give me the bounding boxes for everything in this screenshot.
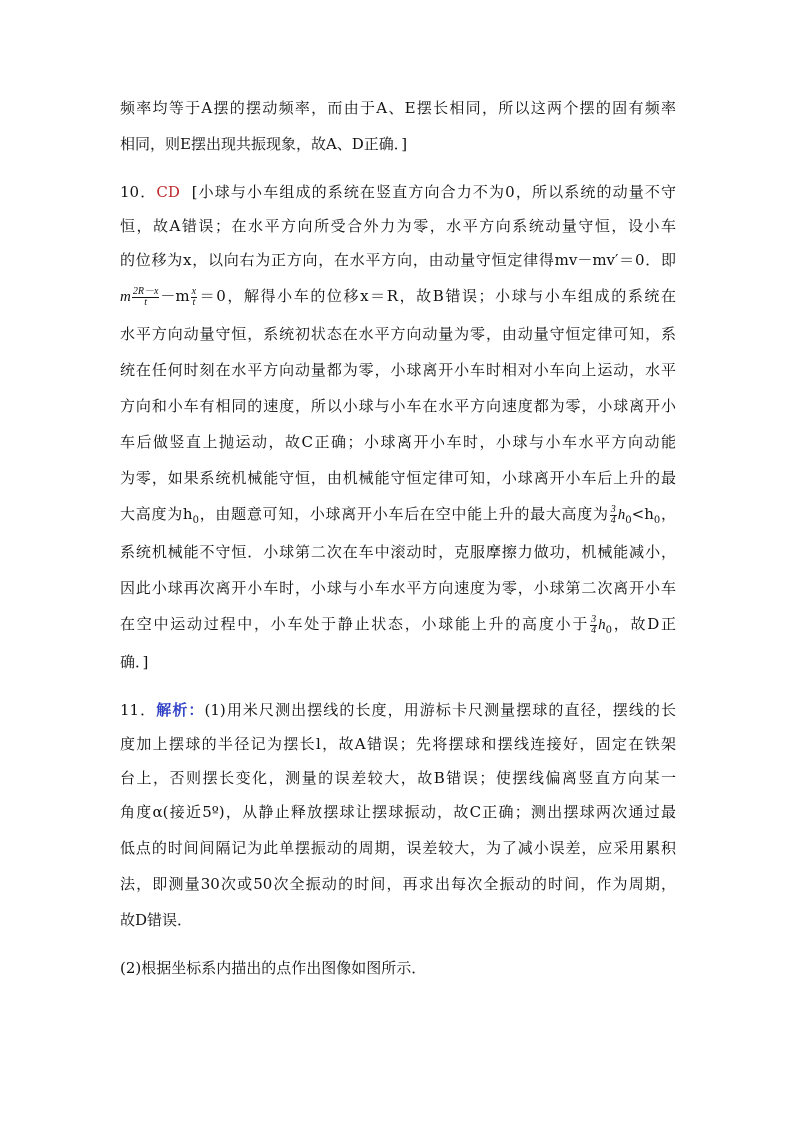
subscript: 0 [653, 515, 661, 526]
text-segment: ， [660, 505, 676, 523]
text-segment: 在空中运动过程中，小车处于静止状态，小球能上升的高度小于 [120, 615, 590, 633]
text-line: 为零，如果系统机械能守恒，由机械能守恒定律可知，小球离开小车后上升的最 [120, 469, 676, 487]
text-line: 的位移为x，以向右为正方向，在水平方向，由动量守恒定律得mv－mv′＝0．即 [120, 251, 676, 269]
math-var: h [617, 507, 626, 523]
text-segment: 大高度为h [120, 505, 193, 523]
text-line: 统在任何时刻在水平方向动量都为零，小球离开小车时相对小车向上运动，水平 [120, 361, 676, 379]
question-number: 11． [120, 701, 157, 719]
text-segment: ＝0，解得小车的位移x＝R，故B错误；小球与小车组成的系统在 [198, 287, 676, 305]
text-line: 度加上摆球的半径记为摆长l，故A错误；先将摆球和摆线连接好，固定在铁架 [120, 735, 676, 753]
text-line: 法，即测量30次或50次全振动的时间，再求出每次全振动的时间，作为周期， [120, 875, 676, 893]
text-line: 台上，否则摆长变化，测量的误差较大，故B错误；使摆线偏离竖直方向某一 [120, 769, 676, 787]
fraction-numerator: 2R－x [132, 285, 159, 297]
text-line: 角度α(接近5º)，从静止释放摆球让摆球振动，故C正确；测出摆球两次通过最 [120, 803, 676, 821]
subscript: 0 [192, 515, 199, 526]
text-line: 故D错误． [120, 911, 193, 929]
text-line-with-fraction [120, 613, 676, 635]
text-line: (2)根据坐标系内描出的点作出图像如图所示． [120, 959, 427, 977]
text-segment: ，由题意可知，小球离开小车后在空中能上升的最大高度为 [198, 505, 609, 523]
fraction-denominator: 4 [610, 514, 616, 526]
math-op: <h [631, 505, 654, 523]
math-var: m [120, 289, 131, 305]
fraction-denominator: 4 [591, 624, 597, 636]
answer-choice: CD [156, 183, 180, 201]
fraction-denominator: t [144, 296, 147, 308]
text-segment: (1)用米尺测出摆线的长度，用游标卡尺测量摆球的直径，摆线的长 [204, 701, 676, 719]
math-var: h [598, 617, 606, 633]
analysis-label: 解析： [156, 701, 205, 719]
text-line: 系统机械能不守恒．小球第二次在车中滚动时，克服摩擦力做功，机械能减小， [120, 543, 676, 561]
text-segment: ，故D正 [611, 615, 676, 633]
fraction [132, 287, 160, 308]
subscript: 0 [625, 515, 632, 526]
text-line: 方向和小车有相同的速度，所以小球与小车在水平方向速度都为零，小球离开小 [120, 397, 676, 415]
text-line: 因此小球再次离开小车时，小球与小车水平方向速度为零，小球第二次离开小车 [120, 579, 676, 597]
fraction-numerator: x [191, 285, 197, 297]
text-line: 相同，则E摆出现共振现象，故A、D正确．] [120, 135, 408, 153]
text-line: 确．] [120, 653, 149, 671]
fraction-denominator: t [192, 296, 196, 308]
fraction [590, 615, 597, 636]
fraction [610, 505, 617, 526]
question-11-first-line [120, 699, 676, 721]
text-segment: [小球与小车组成的系统在竖直方向合力不为0，所以系统的动量不守 [191, 183, 677, 201]
question-10-first-line [120, 181, 676, 203]
text-line-with-fraction [120, 503, 676, 525]
text-line: 恒，故A错误；在水平方向所受合外力为零，水平方向系统动量守恒，设小车 [120, 217, 676, 235]
equation-line [120, 285, 676, 307]
text-line: 频率均等于A摆的摆动频率，而由于A、E摆长相同，所以这两个摆的固有频率 [120, 99, 676, 117]
text-line: 水平方向动量守恒，系统初状态在水平方向动量为零，由动量守恒定律可知，系 [120, 325, 676, 343]
fraction-numerator: 3 [610, 503, 616, 515]
math-op: －m [160, 287, 190, 305]
subscript: 0 [605, 625, 612, 636]
text-line: 低点的时间间隔记为此单摆振动的周期，误差较大，为了减小误差，应采用累积 [120, 839, 676, 857]
fraction-numerator: 3 [591, 613, 597, 625]
fraction [191, 287, 197, 308]
text-line: 车后做竖直上抛运动，故C正确；小球离开小车时，小球与小车水平方向动能 [120, 433, 676, 451]
question-number: 10． [120, 183, 157, 201]
